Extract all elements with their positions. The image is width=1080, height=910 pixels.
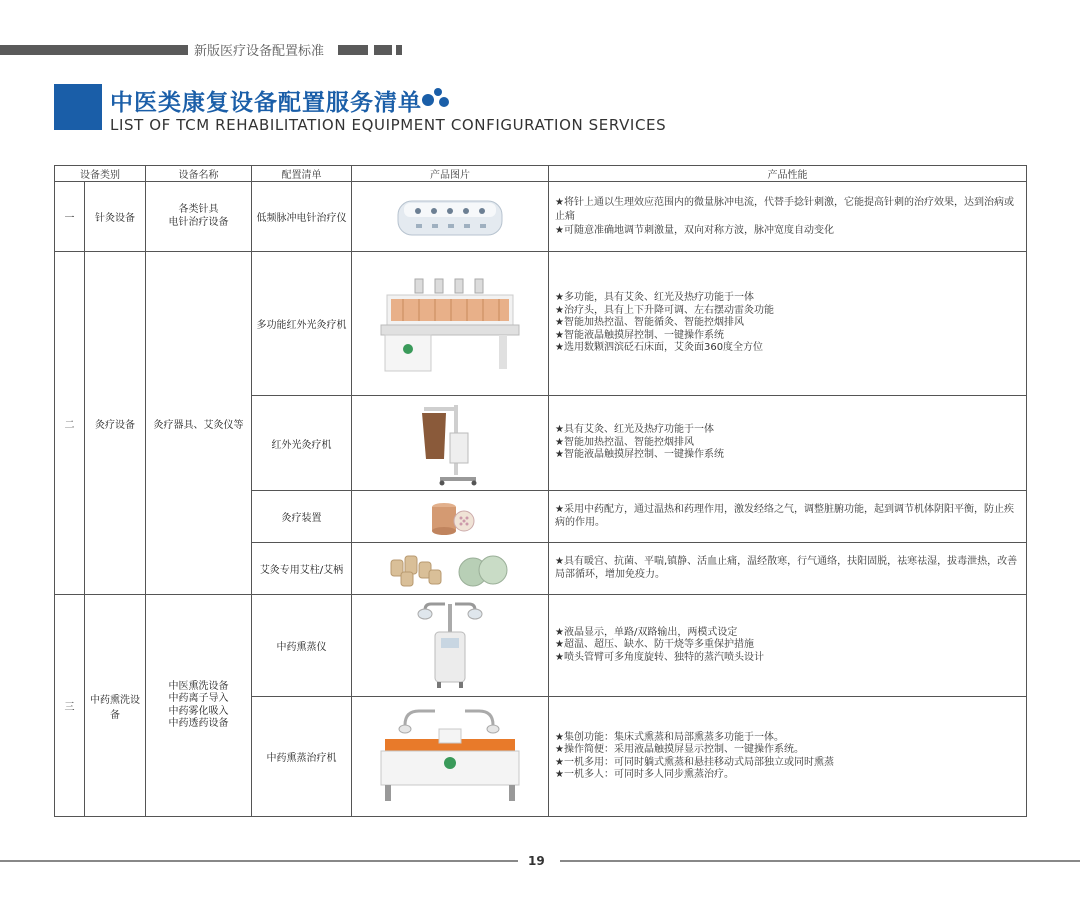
table-row: [55, 182, 1027, 252]
section-number: 二: [55, 252, 85, 595]
header-square: [338, 45, 368, 55]
performance-line: ★集创功能：集床式熏蒸和局部熏蒸多功能于一体。: [555, 731, 784, 743]
equipment-name: 灸疗器具、艾灸仪等: [146, 252, 252, 595]
performance-cell: [549, 595, 1027, 697]
header-square: [374, 45, 392, 55]
equipment-name: 中医熏洗设备: [168, 680, 229, 692]
herbal-steamer-image: [352, 595, 549, 697]
electro-acupuncture-device-image: [352, 182, 549, 252]
infrared-moxibustion-stand-image: [352, 396, 549, 491]
performance-line: ★智能液晶触摸屏控制、一键操作系统: [555, 449, 724, 461]
equipment-names: [146, 182, 252, 252]
herbal-steam-bed-image: [352, 697, 549, 817]
performance-line: ★选用数颗泗滨砭石床面，艾灸面360度全方位: [555, 342, 764, 354]
title-accent-block: [54, 84, 102, 130]
header-performance: 产品性能: [549, 166, 1027, 182]
page-title: 中医类康复设备配置服务清单: [110, 90, 422, 116]
performance-line: ★智能加热控温、智能循灸、智能控烟排风: [555, 317, 744, 329]
performance-line: ★多功能，具有艾灸、红光及热疗功能于一体: [555, 292, 754, 304]
page-number: 19: [528, 854, 545, 868]
performance-line: ★具有艾灸、红光及热疗功能于一体: [555, 424, 714, 436]
section-category: 针灸设备: [85, 182, 146, 252]
equipment-names: [146, 595, 252, 817]
performance-line: ★智能加热控温、智能控烟排风: [555, 436, 694, 448]
section-number: 三: [55, 595, 85, 817]
infrared-moxibustion-bed-image: [352, 252, 549, 396]
moxibustion-device-image: [352, 491, 549, 543]
header-config: 配置清单: [252, 166, 352, 182]
config-item: 多功能红外光灸疗机: [252, 252, 352, 396]
equipment-table: [54, 165, 1027, 817]
performance-line: ★操作简便：采用液晶触摸屏显示控制、一键操作系统。: [555, 744, 804, 755]
equipment-name: 中药雾化吸入: [168, 705, 229, 717]
config-item: 中药熏蒸治疗机: [252, 697, 352, 817]
performance-line: ★治疗头，具有上下升降可调、左右摆动雷灸功能: [555, 304, 774, 316]
section-number: 一: [55, 182, 85, 252]
performance-line: ★超温、超压、缺水、防干烧等多重保护措施: [555, 639, 754, 651]
performance-line: ★采用中药配方，通过温热和药理作用，激发经络之气，调整脏腑功能，起到调节机体阴阳平衡，防止疾病的作用。: [555, 504, 1014, 528]
performance-cell: [549, 396, 1027, 491]
table-row: [55, 252, 1027, 396]
section-category: 中药熏洗设备: [85, 595, 146, 817]
page-subtitle: LIST OF TCM REHABILITATION EQUIPMENT CONFIGURATION SERVICES: [110, 116, 667, 134]
config-item: 红外光灸疗机: [252, 396, 352, 491]
performance-line: ★一机多人：可同时多人同步熏蒸治疗。: [555, 769, 734, 780]
performance-line: ★可随意准确地调节刺激量，双向对称方波，脉冲宽度自动变化: [555, 224, 834, 236]
performance-cell: [549, 182, 1027, 252]
header-square: [396, 45, 402, 55]
equipment-name: 中药透药设备: [168, 718, 229, 729]
table-row: [55, 595, 1027, 697]
performance-line: ★具有暖宫、抗菌、平喘,镇静、活血止痛，温经散寒，行气通络，扶阳固脱，祛寒祛湿，拔毒泄热，改善局部循环，增加免疫力。: [555, 556, 1018, 580]
config-item: 灸疗装置: [252, 491, 352, 543]
performance-line: ★喷头管臂可多角度旋转、独特的蒸汽喷头设计: [555, 651, 764, 663]
table-header-row: [55, 166, 1027, 182]
performance-cell: [549, 697, 1027, 817]
performance-line: ★智能液晶触摸屏控制、一键操作系统: [555, 329, 724, 341]
footer-line-left: [0, 860, 518, 862]
section-category: 灸疗设备: [85, 252, 146, 595]
moxa-sticks-image: [352, 543, 549, 595]
header-name: 设备名称: [146, 166, 252, 182]
footer-line-right: [560, 860, 1080, 862]
performance-cell: [549, 252, 1027, 396]
performance-line: ★液晶显示，单路/双路输出，两模式设定: [555, 626, 738, 638]
performance-line: ★一机多用：可同时躺式熏蒸和悬挂移动式局部独立或同时熏蒸: [555, 756, 834, 768]
running-header: [0, 45, 1080, 57]
running-title: 新版医疗设备配置标准: [194, 44, 325, 59]
equipment-name: 中药离子导入: [168, 693, 229, 704]
performance-cell: [549, 491, 1027, 543]
config-item: 低频脉冲电针治疗仪: [252, 182, 352, 252]
config-item: 艾灸专用艾柱/艾柄: [252, 543, 352, 595]
equipment-name: 各类针具: [178, 204, 219, 215]
performance-line: ★将针上通以生理效应范围内的微量脉冲电流，代替手捻针刺激，它能提高针刺的治疗效果，达到治病或止痛: [555, 196, 1014, 222]
equipment-name: 电针治疗设备: [168, 216, 229, 228]
dots-icon: [420, 86, 454, 110]
config-item: 中药熏蒸仪: [252, 595, 352, 697]
header-image: 产品图片: [352, 166, 549, 182]
performance-cell: [549, 543, 1027, 595]
header-category: 设备类别: [55, 166, 146, 182]
header-bar: [0, 45, 188, 55]
